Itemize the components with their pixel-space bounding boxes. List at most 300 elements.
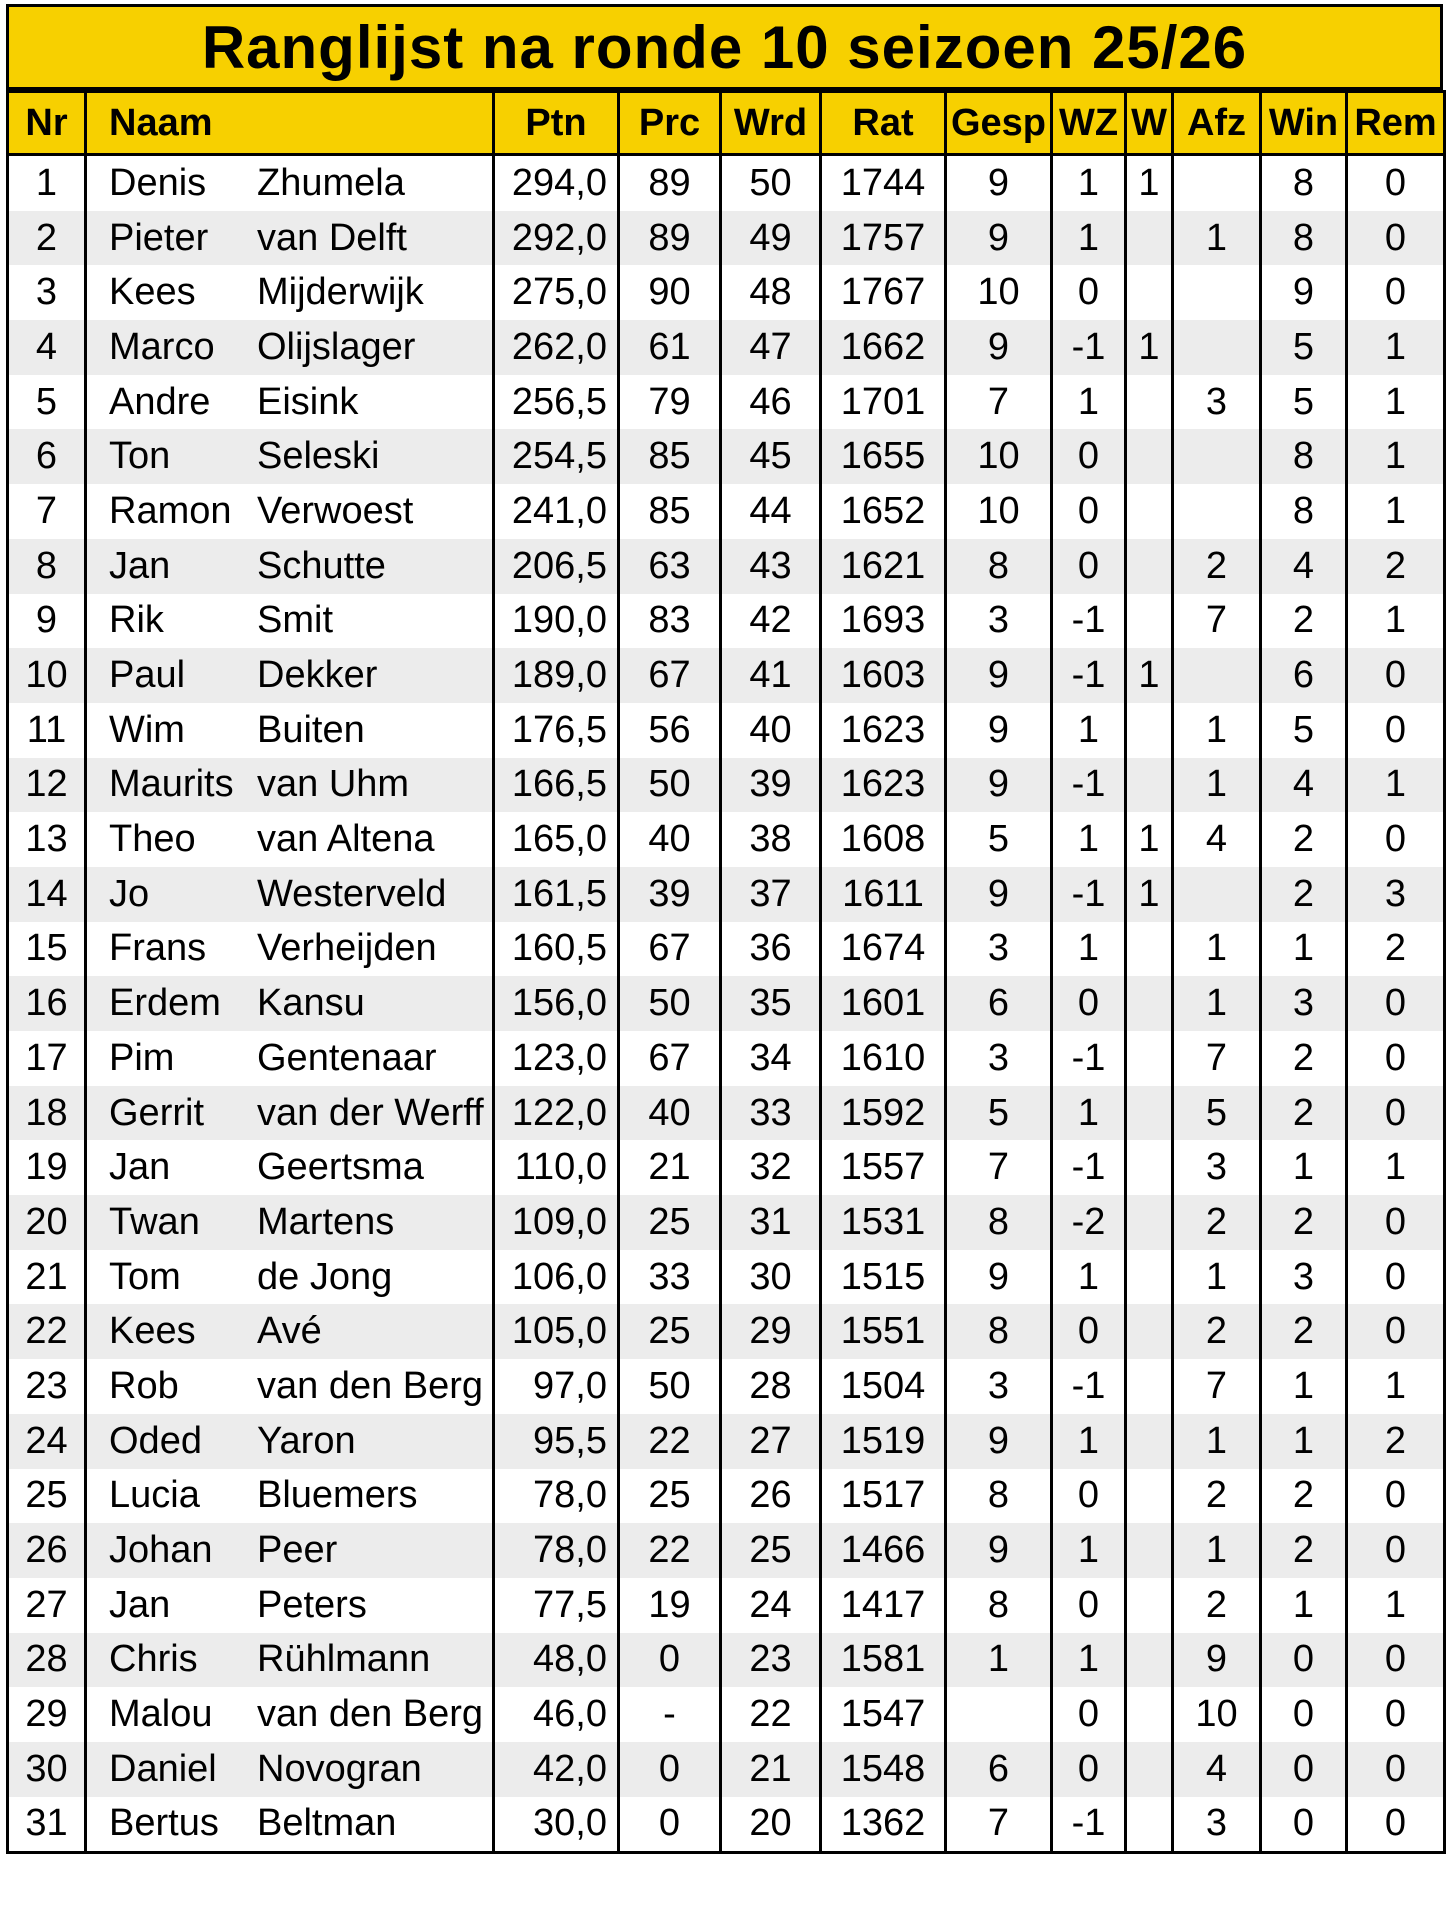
cell-rem: 2 <box>1347 922 1445 977</box>
table-row <box>8 812 1445 867</box>
cell-gesp: 3 <box>946 1031 1052 1086</box>
last-name: Verwoest <box>257 489 414 532</box>
cell-rem: 0 <box>1347 1687 1445 1742</box>
col-header-gesp: Gesp <box>946 92 1052 155</box>
cell-gesp: 9 <box>946 703 1052 758</box>
cell-gesp: 9 <box>946 1523 1052 1578</box>
cell-prc: 22 <box>619 1523 721 1578</box>
cell-w <box>1126 1523 1173 1578</box>
cell-nr: 15 <box>8 922 86 977</box>
col-header-rat: Rat <box>821 92 946 155</box>
cell-nr: 10 <box>8 648 86 703</box>
cell-naam <box>86 594 494 649</box>
first-name: Chris <box>109 1638 198 1681</box>
cell-gesp: 9 <box>946 155 1052 211</box>
last-name: de Jong <box>257 1255 393 1298</box>
cell-prc: 67 <box>619 1031 721 1086</box>
cell-rem: 0 <box>1347 1523 1445 1578</box>
cell-win: 1 <box>1261 1140 1347 1195</box>
cell-rat: 1362 <box>821 1797 946 1853</box>
cell-w: 1 <box>1126 648 1173 703</box>
table-row <box>8 265 1445 320</box>
cell-win: 3 <box>1261 1250 1347 1305</box>
cell-w <box>1126 429 1173 484</box>
cell-naam <box>86 155 494 211</box>
cell-prc: 21 <box>619 1140 721 1195</box>
cell-naam <box>86 703 494 758</box>
cell-rem: 2 <box>1347 539 1445 594</box>
cell-rat: 1531 <box>821 1195 946 1250</box>
cell-w <box>1126 1414 1173 1469</box>
cell-wrd: 37 <box>721 867 821 922</box>
cell-wrd: 26 <box>721 1469 821 1524</box>
first-name: Gerrit <box>109 1091 204 1134</box>
cell-rat: 1652 <box>821 484 946 539</box>
cell-ptn: 189,0 <box>494 648 619 703</box>
table-row <box>8 539 1445 594</box>
cell-win: 2 <box>1261 812 1347 867</box>
first-name: Jan <box>109 1146 171 1189</box>
cell-rem: 0 <box>1347 211 1445 266</box>
cell-naam <box>86 1742 494 1797</box>
cell-rat: 1515 <box>821 1250 946 1305</box>
cell-rem: 1 <box>1347 594 1445 649</box>
cell-wz: 0 <box>1052 265 1126 320</box>
cell-prc: 85 <box>619 484 721 539</box>
cell-gesp: 8 <box>946 1578 1052 1633</box>
cell-afz <box>1173 155 1261 211</box>
table-row <box>8 1633 1445 1688</box>
cell-afz: 5 <box>1173 1086 1261 1141</box>
cell-win: 1 <box>1261 1414 1347 1469</box>
cell-gesp: 9 <box>946 1414 1052 1469</box>
cell-wz: 1 <box>1052 1250 1126 1305</box>
cell-gesp: 6 <box>946 1742 1052 1797</box>
cell-ptn: 48,0 <box>494 1633 619 1688</box>
last-name: Olijslager <box>257 325 416 368</box>
cell-w <box>1126 1031 1173 1086</box>
cell-gesp: 8 <box>946 1304 1052 1359</box>
cell-wrd: 45 <box>721 429 821 484</box>
first-name: Kees <box>109 271 196 314</box>
cell-rem: 0 <box>1347 1250 1445 1305</box>
cell-wrd: 32 <box>721 1140 821 1195</box>
cell-wrd: 29 <box>721 1304 821 1359</box>
table-row <box>8 648 1445 703</box>
cell-gesp: 10 <box>946 429 1052 484</box>
cell-wz: 1 <box>1052 1086 1126 1141</box>
cell-rat: 1610 <box>821 1031 946 1086</box>
cell-gesp: 3 <box>946 1359 1052 1414</box>
cell-nr: 21 <box>8 1250 86 1305</box>
cell-afz <box>1173 648 1261 703</box>
cell-nr: 14 <box>8 867 86 922</box>
cell-nr: 28 <box>8 1633 86 1688</box>
cell-w <box>1126 1140 1173 1195</box>
cell-wrd: 33 <box>721 1086 821 1141</box>
cell-afz: 3 <box>1173 1797 1261 1853</box>
cell-win: 2 <box>1261 867 1347 922</box>
cell-afz: 1 <box>1173 1250 1261 1305</box>
cell-w <box>1126 1304 1173 1359</box>
cell-win: 5 <box>1261 320 1347 375</box>
cell-rem: 1 <box>1347 484 1445 539</box>
cell-wrd: 22 <box>721 1687 821 1742</box>
cell-wz: -1 <box>1052 1797 1126 1853</box>
cell-wz: -1 <box>1052 1031 1126 1086</box>
cell-prc: 89 <box>619 211 721 266</box>
cell-wz: 1 <box>1052 703 1126 758</box>
cell-nr: 6 <box>8 429 86 484</box>
cell-ptn: 190,0 <box>494 594 619 649</box>
cell-wz: 1 <box>1052 375 1126 430</box>
cell-rem: 0 <box>1347 812 1445 867</box>
cell-afz: 2 <box>1173 1469 1261 1524</box>
cell-rat: 1601 <box>821 976 946 1031</box>
first-name: Rob <box>109 1364 179 1407</box>
cell-ptn: 95,5 <box>494 1414 619 1469</box>
cell-ptn: 256,5 <box>494 375 619 430</box>
cell-prc: 85 <box>619 429 721 484</box>
cell-rat: 1744 <box>821 155 946 211</box>
cell-gesp: 10 <box>946 265 1052 320</box>
table-row <box>8 1523 1445 1578</box>
cell-afz <box>1173 265 1261 320</box>
cell-w: 1 <box>1126 155 1173 211</box>
cell-wz: -2 <box>1052 1195 1126 1250</box>
cell-naam <box>86 1687 494 1742</box>
cell-prc: 0 <box>619 1633 721 1688</box>
cell-ptn: 160,5 <box>494 922 619 977</box>
last-name: van den Berg <box>257 1364 484 1407</box>
cell-naam <box>86 375 494 430</box>
cell-win: 1 <box>1261 1578 1347 1633</box>
first-name: Lucia <box>109 1474 200 1517</box>
cell-rem: 0 <box>1347 1195 1445 1250</box>
header-row <box>8 92 1445 155</box>
cell-wz: 0 <box>1052 1742 1126 1797</box>
cell-afz <box>1173 867 1261 922</box>
first-name: Malou <box>109 1693 213 1736</box>
cell-wz: -1 <box>1052 594 1126 649</box>
first-name: Jan <box>109 1583 171 1626</box>
cell-w <box>1126 1086 1173 1141</box>
col-header-afz: Afz <box>1173 92 1261 155</box>
cell-wrd: 48 <box>721 265 821 320</box>
cell-win: 2 <box>1261 1469 1347 1524</box>
cell-rat: 1557 <box>821 1140 946 1195</box>
cell-win: 8 <box>1261 211 1347 266</box>
cell-win: 3 <box>1261 976 1347 1031</box>
first-name: Pieter <box>109 216 209 259</box>
table-row <box>8 375 1445 430</box>
col-header-rem: Rem <box>1347 92 1445 155</box>
cell-ptn: 46,0 <box>494 1687 619 1742</box>
cell-gesp: 9 <box>946 867 1052 922</box>
cell-wz: 0 <box>1052 1304 1126 1359</box>
cell-naam <box>86 429 494 484</box>
col-header-ptn: Ptn <box>494 92 619 155</box>
cell-nr: 3 <box>8 265 86 320</box>
cell-prc: 50 <box>619 758 721 813</box>
table-row <box>8 594 1445 649</box>
cell-afz: 2 <box>1173 1195 1261 1250</box>
cell-wrd: 50 <box>721 155 821 211</box>
last-name: Seleski <box>257 435 380 478</box>
cell-naam <box>86 1250 494 1305</box>
cell-nr: 30 <box>8 1742 86 1797</box>
first-name: Twan <box>109 1200 200 1243</box>
last-name: Rühlmann <box>257 1638 431 1681</box>
cell-nr: 8 <box>8 539 86 594</box>
table-row <box>8 484 1445 539</box>
last-name: Dekker <box>257 654 378 697</box>
table-row <box>8 320 1445 375</box>
cell-w <box>1126 1250 1173 1305</box>
last-name: Verheijden <box>257 927 437 970</box>
cell-rem: 3 <box>1347 867 1445 922</box>
first-name: Kees <box>109 1310 196 1353</box>
cell-prc: 90 <box>619 265 721 320</box>
cell-afz: 10 <box>1173 1687 1261 1742</box>
cell-wrd: 36 <box>721 922 821 977</box>
cell-prc: 39 <box>619 867 721 922</box>
cell-naam <box>86 1359 494 1414</box>
cell-win: 4 <box>1261 539 1347 594</box>
cell-naam <box>86 539 494 594</box>
last-name: Martens <box>257 1200 395 1243</box>
col-header-wz: WZ <box>1052 92 1126 155</box>
page-title: Ranglijst na ronde 10 seizoen 25/26 <box>6 4 1443 90</box>
cell-wz: 1 <box>1052 1633 1126 1688</box>
cell-wz: 1 <box>1052 155 1126 211</box>
cell-w: 1 <box>1126 867 1173 922</box>
cell-ptn: 97,0 <box>494 1359 619 1414</box>
cell-nr: 23 <box>8 1359 86 1414</box>
cell-naam <box>86 1304 494 1359</box>
first-name: Andre <box>109 380 211 423</box>
cell-rem: 0 <box>1347 648 1445 703</box>
cell-rat: 1655 <box>821 429 946 484</box>
cell-naam <box>86 1195 494 1250</box>
cell-ptn: 156,0 <box>494 976 619 1031</box>
cell-afz: 1 <box>1173 758 1261 813</box>
first-name: Ramon <box>109 489 232 532</box>
cell-prc: 63 <box>619 539 721 594</box>
cell-prc: 67 <box>619 648 721 703</box>
cell-prc: 19 <box>619 1578 721 1633</box>
cell-ptn: 77,5 <box>494 1578 619 1633</box>
cell-w <box>1126 539 1173 594</box>
cell-w <box>1126 976 1173 1031</box>
last-name: Yaron <box>257 1419 356 1462</box>
cell-w <box>1126 594 1173 649</box>
first-name: Maurits <box>109 763 234 806</box>
cell-prc: 89 <box>619 155 721 211</box>
table-row <box>8 867 1445 922</box>
cell-afz: 3 <box>1173 375 1261 430</box>
cell-win: 1 <box>1261 1359 1347 1414</box>
last-name: Schutte <box>257 544 386 587</box>
last-name: van Uhm <box>257 763 410 806</box>
cell-prc: 25 <box>619 1304 721 1359</box>
cell-gesp: 3 <box>946 594 1052 649</box>
last-name: Zhumela <box>257 161 405 204</box>
cell-wz: -1 <box>1052 648 1126 703</box>
cell-gesp: 9 <box>946 211 1052 266</box>
cell-gesp: 8 <box>946 1195 1052 1250</box>
cell-wrd: 46 <box>721 375 821 430</box>
last-name: van den Berg <box>257 1693 484 1736</box>
cell-w: 1 <box>1126 320 1173 375</box>
cell-naam <box>86 867 494 922</box>
table-row <box>8 155 1445 211</box>
table-row <box>8 1304 1445 1359</box>
cell-w: 1 <box>1126 812 1173 867</box>
cell-rem: 1 <box>1347 375 1445 430</box>
cell-prc: 79 <box>619 375 721 430</box>
cell-prc: 50 <box>619 976 721 1031</box>
cell-rem: 0 <box>1347 1031 1445 1086</box>
last-name: Eisink <box>257 380 359 423</box>
cell-naam <box>86 976 494 1031</box>
cell-nr: 24 <box>8 1414 86 1469</box>
first-name: Tom <box>109 1255 181 1298</box>
cell-win: 0 <box>1261 1742 1347 1797</box>
col-header-win: Win <box>1261 92 1347 155</box>
first-name: Jan <box>109 544 171 587</box>
cell-w <box>1126 1797 1173 1853</box>
cell-rat: 1611 <box>821 867 946 922</box>
first-name: Jo <box>109 872 150 915</box>
cell-prc: 22 <box>619 1414 721 1469</box>
cell-ptn: 292,0 <box>494 211 619 266</box>
cell-ptn: 105,0 <box>494 1304 619 1359</box>
table-row <box>8 1578 1445 1633</box>
cell-rem: 0 <box>1347 976 1445 1031</box>
cell-afz: 7 <box>1173 594 1261 649</box>
cell-rem: 1 <box>1347 1578 1445 1633</box>
cell-wz: 0 <box>1052 484 1126 539</box>
cell-nr: 13 <box>8 812 86 867</box>
cell-afz: 1 <box>1173 976 1261 1031</box>
cell-win: 2 <box>1261 594 1347 649</box>
cell-naam <box>86 1031 494 1086</box>
cell-win: 4 <box>1261 758 1347 813</box>
cell-nr: 27 <box>8 1578 86 1633</box>
cell-rat: 1674 <box>821 922 946 977</box>
cell-ptn: 275,0 <box>494 265 619 320</box>
cell-ptn: 78,0 <box>494 1523 619 1578</box>
cell-afz: 2 <box>1173 539 1261 594</box>
cell-naam <box>86 320 494 375</box>
cell-wz: -1 <box>1052 867 1126 922</box>
cell-gesp: 9 <box>946 648 1052 703</box>
cell-ptn: 241,0 <box>494 484 619 539</box>
cell-gesp: 9 <box>946 320 1052 375</box>
cell-gesp <box>946 1687 1052 1742</box>
cell-w <box>1126 211 1173 266</box>
cell-nr: 9 <box>8 594 86 649</box>
cell-wz: 0 <box>1052 539 1126 594</box>
table-row <box>8 1250 1445 1305</box>
cell-wrd: 35 <box>721 976 821 1031</box>
cell-win: 0 <box>1261 1797 1347 1853</box>
cell-w <box>1126 1578 1173 1633</box>
cell-rat: 1466 <box>821 1523 946 1578</box>
cell-rat: 1547 <box>821 1687 946 1742</box>
first-name: Johan <box>109 1529 213 1572</box>
cell-wz: -1 <box>1052 1140 1126 1195</box>
cell-naam <box>86 1633 494 1688</box>
cell-gesp: 5 <box>946 812 1052 867</box>
last-name: Gentenaar <box>257 1036 437 1079</box>
table-row <box>8 976 1445 1031</box>
first-name: Rik <box>109 599 164 642</box>
cell-prc: 40 <box>619 812 721 867</box>
cell-w <box>1126 1359 1173 1414</box>
cell-afz <box>1173 429 1261 484</box>
cell-ptn: 176,5 <box>494 703 619 758</box>
cell-wz: 1 <box>1052 812 1126 867</box>
cell-wrd: 49 <box>721 211 821 266</box>
cell-rem: 1 <box>1347 1359 1445 1414</box>
cell-wz: 0 <box>1052 1578 1126 1633</box>
cell-nr: 25 <box>8 1469 86 1524</box>
cell-rem: 0 <box>1347 1304 1445 1359</box>
cell-gesp: 9 <box>946 1250 1052 1305</box>
cell-prc: 40 <box>619 1086 721 1141</box>
cell-rat: 1757 <box>821 211 946 266</box>
cell-wrd: 38 <box>721 812 821 867</box>
cell-wrd: 27 <box>721 1414 821 1469</box>
table-row <box>8 703 1445 758</box>
cell-wrd: 20 <box>721 1797 821 1853</box>
cell-afz: 1 <box>1173 1414 1261 1469</box>
cell-wrd: 28 <box>721 1359 821 1414</box>
cell-ptn: 106,0 <box>494 1250 619 1305</box>
cell-w <box>1126 265 1173 320</box>
cell-rem: 0 <box>1347 265 1445 320</box>
cell-prc: 25 <box>619 1195 721 1250</box>
table-row <box>8 1359 1445 1414</box>
cell-w <box>1126 375 1173 430</box>
table-row <box>8 1469 1445 1524</box>
cell-afz: 9 <box>1173 1633 1261 1688</box>
cell-wrd: 40 <box>721 703 821 758</box>
cell-naam <box>86 1414 494 1469</box>
cell-afz <box>1173 320 1261 375</box>
cell-win: 8 <box>1261 429 1347 484</box>
first-name: Wim <box>109 708 185 751</box>
table-row <box>8 1797 1445 1853</box>
first-name: Pim <box>109 1036 175 1079</box>
last-name: van der Werff <box>257 1091 484 1134</box>
cell-rat: 1767 <box>821 265 946 320</box>
cell-rat: 1592 <box>821 1086 946 1141</box>
cell-wrd: 30 <box>721 1250 821 1305</box>
cell-nr: 26 <box>8 1523 86 1578</box>
cell-nr: 31 <box>8 1797 86 1853</box>
last-name: Buiten <box>257 708 365 751</box>
first-name: Ton <box>109 435 171 478</box>
cell-win: 2 <box>1261 1086 1347 1141</box>
cell-afz: 7 <box>1173 1031 1261 1086</box>
cell-win: 2 <box>1261 1031 1347 1086</box>
cell-rat: 1548 <box>821 1742 946 1797</box>
cell-ptn: 161,5 <box>494 867 619 922</box>
cell-nr: 7 <box>8 484 86 539</box>
